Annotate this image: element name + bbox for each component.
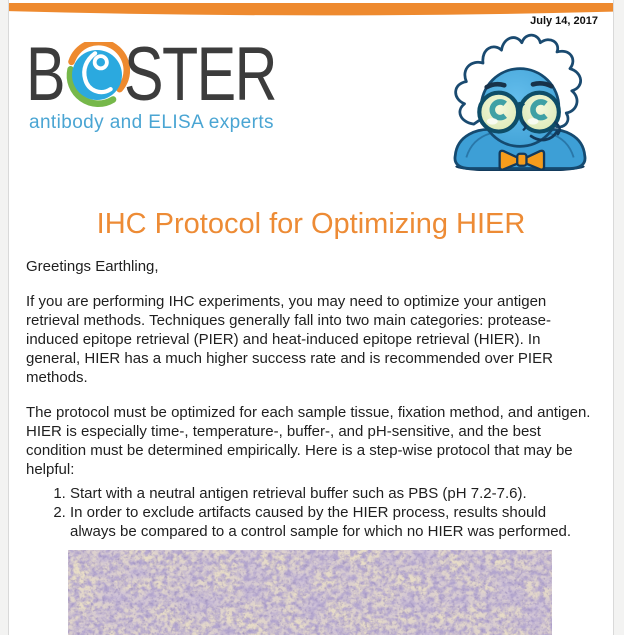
email-body-page	[8, 0, 614, 635]
intro-paragraph: If you are performing IHC experiments, you may need to optimize your antigen retrieval methods. Techniques generally fall into two main categories: protease-induced epitope retrieval (PIER) and heat-induced epitope retrieval (HIER). In general, HIER has a much higher success rate and is recommended over PIER methods.	[26, 293, 553, 386]
article-body	[9, 257, 613, 635]
step-item-1: 1. Start with a neutral antigen retrieval buffer such as PBS (pH 7.2-7.6).	[70, 484, 596, 503]
brand-tagline: antibody and ELISA experts	[29, 112, 274, 133]
step-item-2: 2. In order to exclude artifacts caused by the HIER process, results should always be compared to a control sample for which no HIER was performed.	[70, 503, 596, 541]
greeting-text: Greetings Earthling,	[26, 258, 159, 275]
boster-mascot-icon	[446, 31, 594, 171]
header-swoosh-bar	[9, 0, 613, 20]
boster-circle-emblem-icon	[64, 42, 130, 108]
protocol-paragraph: The protocol must be optimized for each sample tissue, fixation method, and antigen. HIER is especially time-, temperature-, buffer-, and pH-sensitive, and the best condition must be determined empirically. Here is a step-wise protocol that may be helpful:	[26, 404, 591, 478]
brand-logo[interactable]	[26, 32, 318, 134]
article-title: IHC Protocol for Optimizing HIER	[96, 208, 526, 240]
logo-letters-ster: STER	[123, 32, 276, 117]
ihc-tissue-micrograph-image	[68, 550, 552, 635]
logo-letter-b: B	[26, 32, 64, 117]
brand-logo-row	[26, 32, 318, 117]
newsletter-date: July 14, 2017	[530, 15, 598, 27]
protocol-steps-list	[26, 484, 596, 541]
